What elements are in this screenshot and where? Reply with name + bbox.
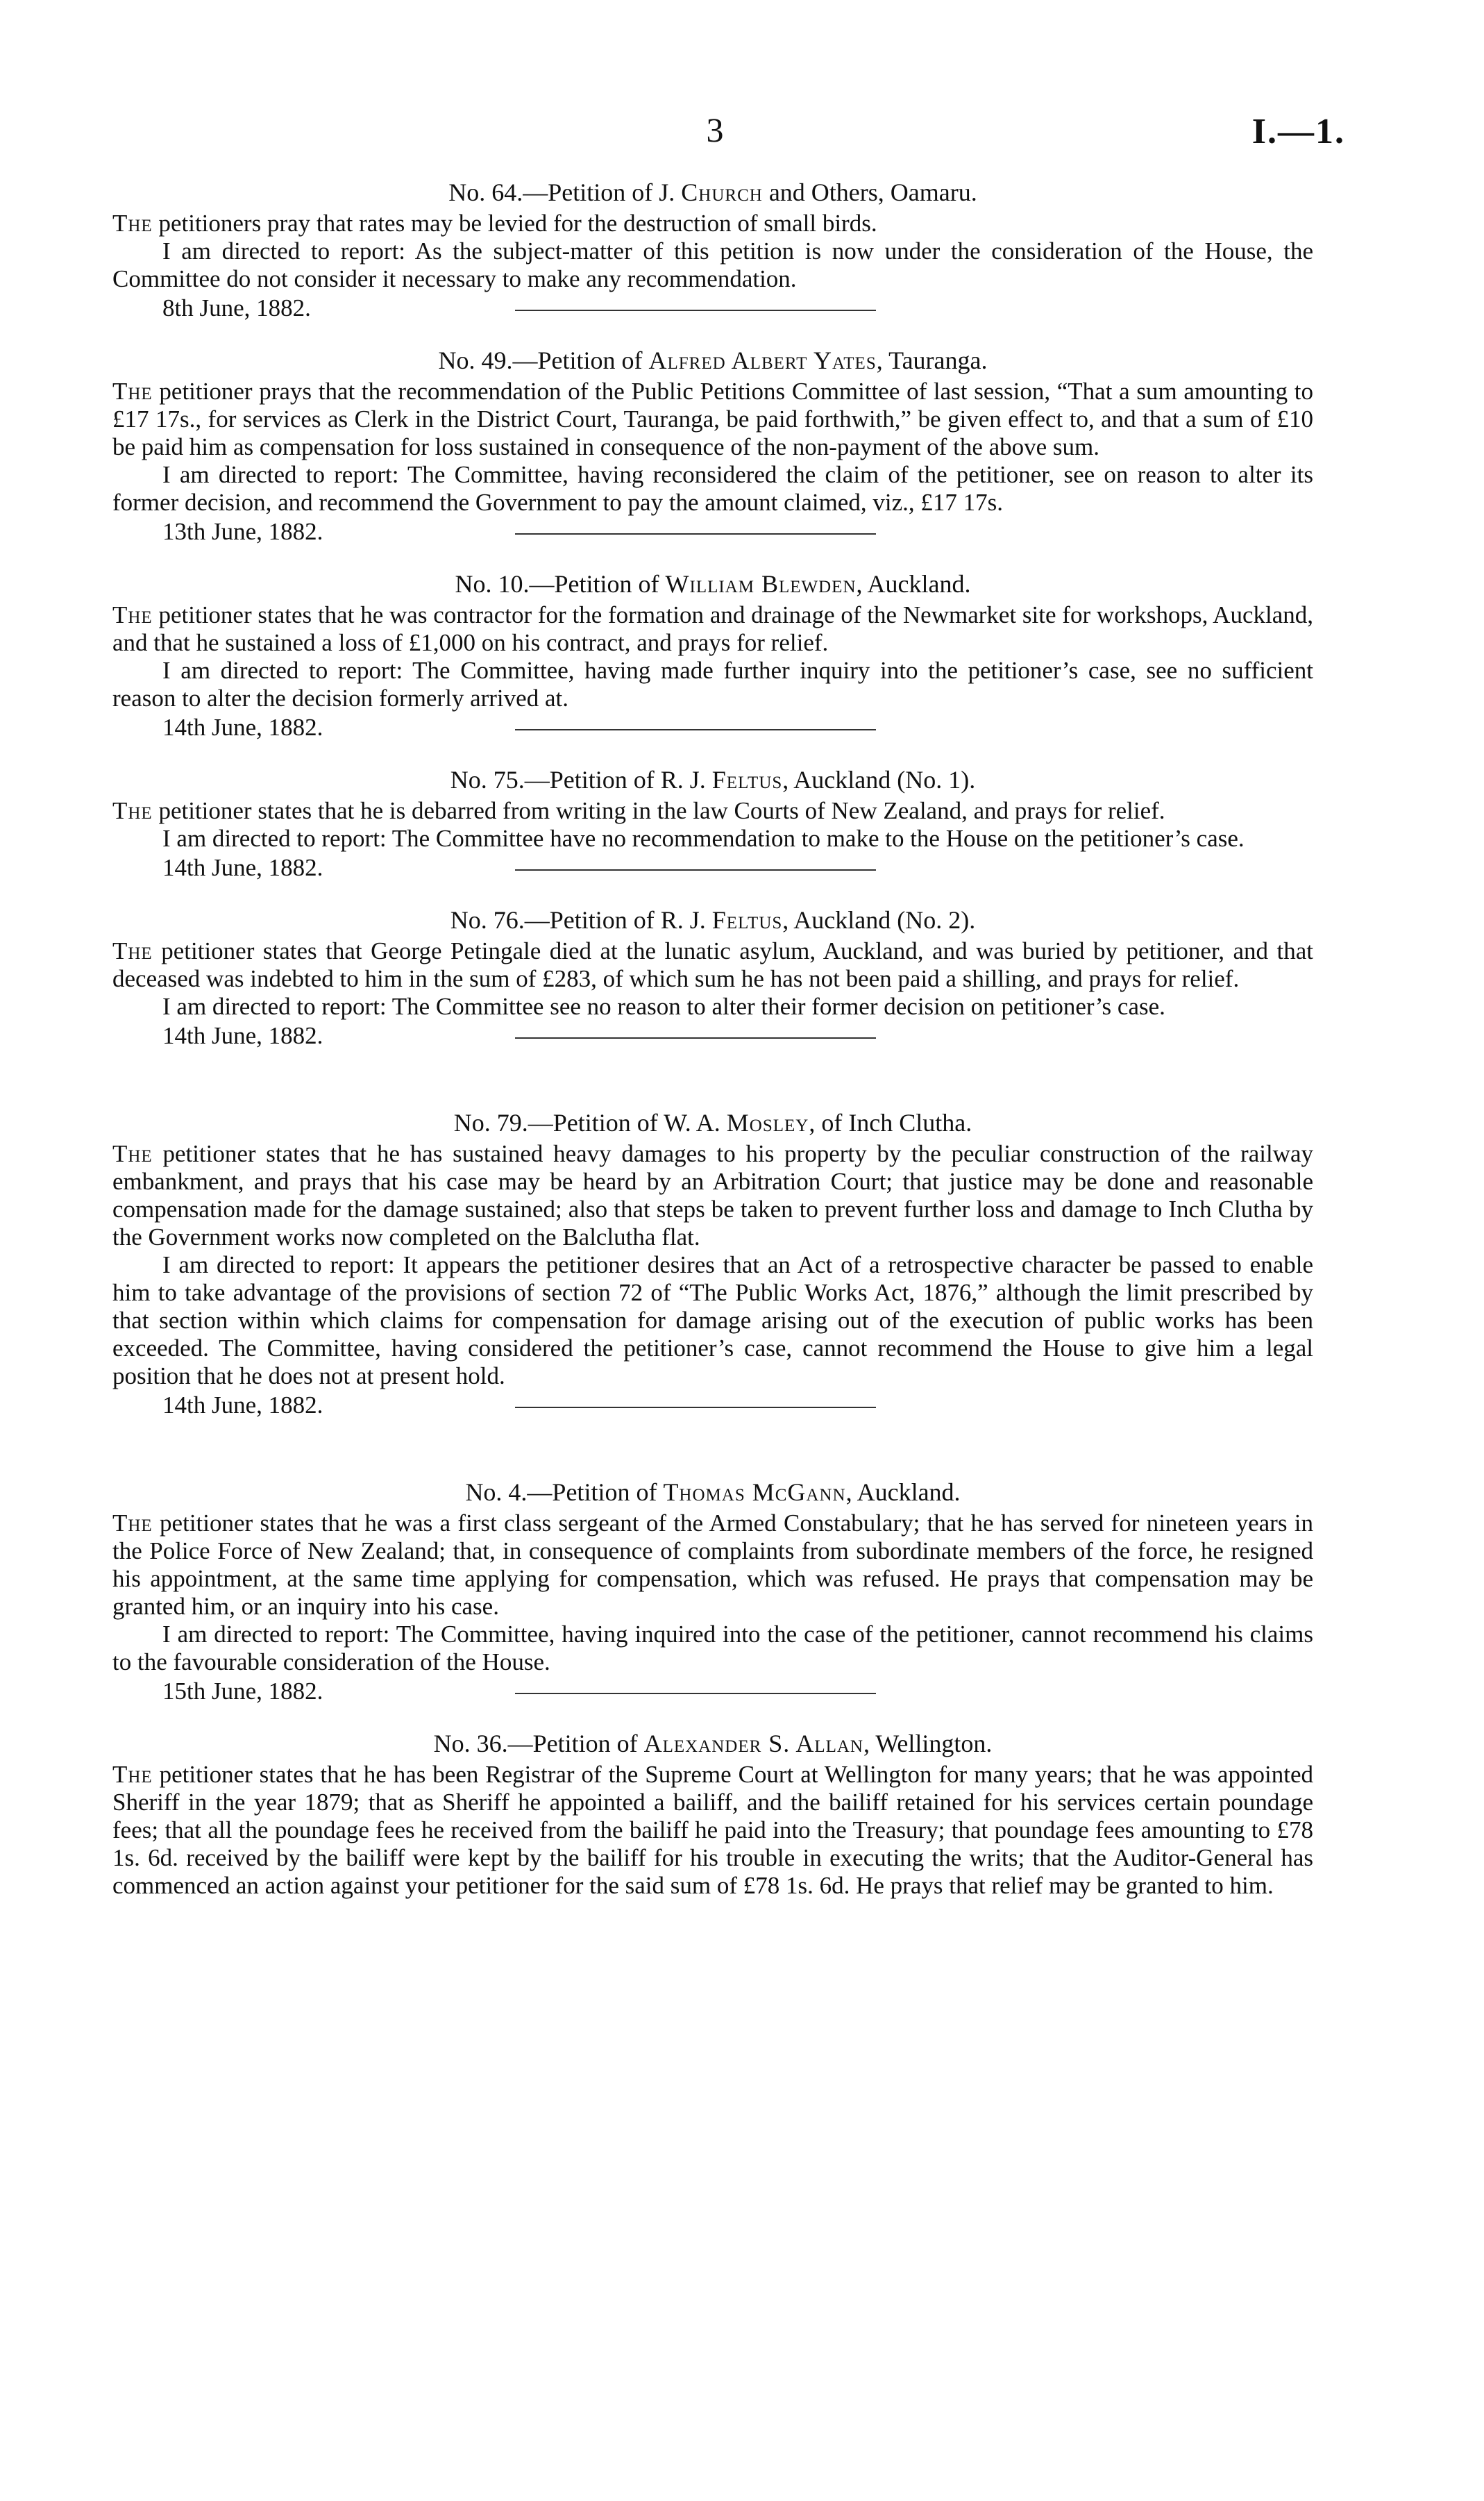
petition-body: The petitioner states that he is debarred from writing in the law Courts of New Zealand, and prays for relief.	[112, 797, 1165, 824]
committee-report: I am directed to report: The Committee have no recommendation to make to the House on the petitioner’s case.	[162, 825, 1245, 852]
section-divider	[515, 1407, 876, 1408]
report-date: 13th June, 1882.	[162, 518, 323, 545]
page-reference: I.—1.	[1251, 112, 1345, 151]
section-divider	[515, 1037, 876, 1039]
committee-report: I am directed to report: The Committee, having inquired into the case of the petitioner, cannot recommend his claims to the favourable consideration of the House.	[112, 1621, 1313, 1675]
page-number: 3	[706, 110, 724, 149]
report-date: 14th June, 1882.	[162, 714, 323, 741]
petition-body: The petitioner states that he has been Registrar of the Supreme Court at Wellington for many years; that he was appointed Sheriff in the year 1879; that as Sheriff he appointed a bailiff, and the bailiff retained for his services certain poundage fees; that all the poundage fees he received from the bailiff he paid into the Treasury; that poundage fees amounting to £78 1s. 6d. received by the bailiff were kept by the bailiff for his trouble in executing the writs; that the Auditor-General has commenced an action against your petitioner for the said sum of £78 1s. 6d. He prays that relief may be granted to him.	[112, 1761, 1313, 1899]
committee-report: I am directed to report: The Committee, having reconsidered the claim of the petitioner, see on reason to alter its former decision, and recommend the Government to pay the amount claimed, viz., £17 17s.	[112, 461, 1313, 516]
committee-report: I am directed to report: The Committee, having made further inquiry into the petitioner’s case, see no sufficient reason to alter the decision formerly arrived at.	[112, 657, 1313, 712]
petition-entry	[112, 176, 1313, 325]
petition-body: The petitioner states that he was a first class sergeant of the Armed Constabulary; that he has served for nineteen years in the Police Force of New Zealand; that, in consequence of complaints from subordinate members of the force, he resigned his appointment, at the same time applying for compensation, which was refused. He prays that compensation may be granted him, or an inquiry into his case.	[112, 1509, 1313, 1620]
section-divider	[515, 533, 876, 535]
petition-entry	[112, 1728, 1313, 1900]
petition-title: No. 64.—Petition of J. Church and Others, Oamaru.	[448, 178, 977, 206]
petition-title: No. 76.—Petition of R. J. Feltus, Auckland (No. 2).	[450, 906, 976, 934]
petition-title: No. 49.—Petition of Alfred Albert Yates, Tauranga.	[438, 346, 988, 374]
committee-report: I am directed to report: As the subject-matter of this petition is now under the consideration of the House, the Committee do not consider it necessary to make any recommendation.	[112, 237, 1313, 292]
petition-body: The petitioner states that George Petingale died at the lunatic asylum, Auckland, and was buried by petitioner, and that deceased was indebted to him in the sum of £283, of which sum he has not been paid a shilling, and prays for relief.	[112, 937, 1313, 992]
report-date: 15th June, 1882.	[162, 1678, 323, 1705]
petitions-list	[112, 176, 1313, 1919]
petition-body: The petitioner states that he was contractor for the formation and drainage of the Newmarket site for workshops, Auckland, and that he sustained a loss of £1,000 on his contract, and prays for relief.	[112, 601, 1313, 656]
petition-body: The petitioner prays that the recommendation of the Public Petitions Committee of last session, “That a sum amounting to £17 17s., for services as Clerk in the District Court, Tauranga, be paid forthwith,” be given effect to, and that a sum of £10 be paid him as compensation for loss sustained in consequence of the non-payment of the above sum.	[112, 378, 1313, 460]
petition-title: No. 10.—Petition of William Blewden, Auckland.	[455, 570, 971, 598]
report-date: 14th June, 1882.	[162, 854, 323, 881]
petition-entry	[112, 764, 1313, 885]
petition-entry	[112, 344, 1313, 549]
petition-title: No. 79.—Petition of W. A. Mosley, of Inch Clutha.	[453, 1109, 972, 1137]
report-date: 14th June, 1882.	[162, 1391, 323, 1419]
petition-entry	[112, 904, 1313, 1053]
section-divider	[515, 310, 876, 311]
report-date: 8th June, 1882.	[162, 294, 311, 321]
petition-title: No. 4.—Petition of Thomas McGann, Auckland.	[465, 1478, 961, 1506]
report-date: 14th June, 1882.	[162, 1022, 323, 1049]
petition-body: The petitioner states that he has sustained heavy damages to his property by the peculiar construction of the railway embankment, and prays that his case may be heard by an Arbitration Court; that justice may be done and reasonable compensation made for the damage sustained; also that steps be taken to prevent further loss and damage to Inch Clutha by the Government works now completed on the Balclutha flat.	[112, 1140, 1313, 1250]
section-divider	[515, 869, 876, 871]
petition-title: No. 75.—Petition of R. J. Feltus, Auckland (No. 1).	[450, 766, 976, 794]
petition-body: The petitioners pray that rates may be levied for the destruction of small birds.	[112, 210, 877, 237]
section-divider	[515, 1693, 876, 1694]
committee-report: I am directed to report: The Committee see no reason to alter their former decision on petitioner’s case.	[162, 993, 1165, 1020]
petition-entry	[112, 1107, 1313, 1422]
petition-entry	[112, 568, 1313, 744]
petition-title: No. 36.—Petition of Alexander S. Allan, Wellington.	[433, 1730, 993, 1757]
petition-entry	[112, 1476, 1313, 1708]
section-divider	[515, 729, 876, 730]
committee-report: I am directed to report: It appears the petitioner desires that an Act of a retrospective character be passed to enable him to take advantage of the provisions of section 72 of “The Public Works Act, 1876,” although the limit prescribed by that section within which claims for compensation for damage arising out of the execution of public works has been exceeded. The Committee, having considered the petitioner’s case, cannot recommend the House to give him a legal position that he does not at present hold.	[112, 1251, 1313, 1389]
